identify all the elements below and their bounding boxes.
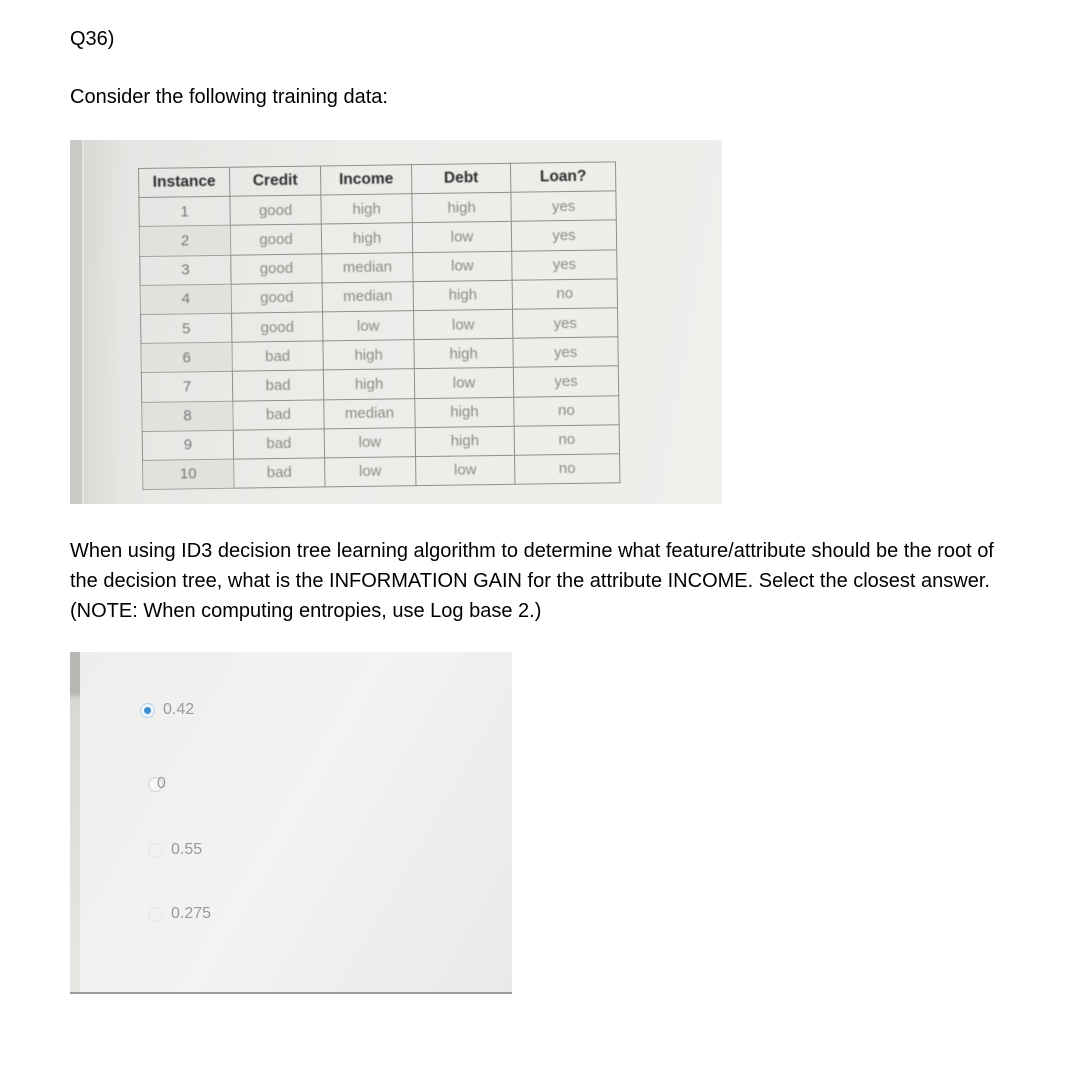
cell-income: high xyxy=(321,223,412,253)
cell-credit: bad xyxy=(232,341,323,371)
cell-loan: no xyxy=(515,454,620,485)
answer-option-label: 0 xyxy=(157,775,166,792)
cell-income: low xyxy=(323,311,414,341)
answer-option-4[interactable] xyxy=(148,905,211,923)
cell-loan: no xyxy=(514,424,619,455)
radio-unselected-icon[interactable] xyxy=(148,843,163,858)
header-credit: Credit xyxy=(229,166,320,196)
answer-options-photo xyxy=(70,652,512,994)
cell-instance: 7 xyxy=(141,372,232,402)
cell-debt: low xyxy=(416,455,515,486)
answer-option-3[interactable] xyxy=(148,841,202,859)
cell-instance: 5 xyxy=(141,313,232,343)
cell-credit: good xyxy=(230,224,321,254)
cell-credit: bad xyxy=(233,429,324,459)
cell-loan: no xyxy=(514,395,619,426)
cell-income: high xyxy=(321,194,412,224)
cell-instance: 9 xyxy=(142,430,233,460)
cell-instance: 10 xyxy=(143,459,234,489)
cell-income: high xyxy=(323,340,414,370)
table-row xyxy=(143,454,620,490)
cell-debt: high xyxy=(414,338,513,369)
cell-credit: bad xyxy=(233,399,324,429)
cell-income: low xyxy=(324,427,415,457)
question-intro: Consider the following training data: xyxy=(70,86,388,108)
cell-debt: high xyxy=(415,426,514,457)
photo-edge-shadow xyxy=(70,652,80,992)
cell-loan: yes xyxy=(511,191,616,222)
cell-debt: low xyxy=(412,222,511,253)
training-data-table xyxy=(138,161,620,490)
answer-option-label: 0.42 xyxy=(163,701,195,718)
cell-income: median xyxy=(322,252,413,282)
cell-instance: 1 xyxy=(139,196,230,226)
table-body xyxy=(139,191,620,490)
cell-instance: 3 xyxy=(140,255,231,285)
cell-credit: bad xyxy=(232,370,323,400)
cell-loan: no xyxy=(512,279,617,310)
cell-credit: good xyxy=(231,254,322,284)
header-income: Income xyxy=(320,165,411,195)
photo-edge-blur xyxy=(84,140,124,504)
header-instance: Instance xyxy=(139,167,230,197)
answer-option-2[interactable] xyxy=(148,775,166,793)
cell-instance: 2 xyxy=(139,226,230,256)
cell-instance: 4 xyxy=(140,284,231,314)
cell-loan: yes xyxy=(513,337,618,368)
cell-income: median xyxy=(324,398,415,428)
cell-debt: high xyxy=(413,280,512,311)
question-number: Q36) xyxy=(70,28,115,50)
cell-debt: high xyxy=(412,192,511,223)
cell-credit: good xyxy=(231,283,322,313)
radio-selected-icon[interactable] xyxy=(140,703,155,718)
answer-option-1[interactable] xyxy=(140,701,194,719)
cell-loan: yes xyxy=(513,308,618,339)
cell-instance: 6 xyxy=(141,342,232,372)
cell-debt: low xyxy=(414,368,513,399)
cell-debt: high xyxy=(415,397,514,428)
answer-option-label: 0.55 xyxy=(171,841,203,858)
training-data-photo xyxy=(70,140,722,504)
answer-option-label: 0.275 xyxy=(171,905,212,922)
question-text: When using ID3 decision tree learning algorithm to determine what feature/attribute should be the root of the decision tree, what is the INFORMATION GAIN for the attribute INCOME. Select the closest answer. (NOTE: When computing entropies, use Log base 2.) xyxy=(70,540,994,622)
cell-income: high xyxy=(323,369,414,399)
cell-credit: good xyxy=(230,195,321,225)
cell-loan: yes xyxy=(511,220,616,251)
header-loan: Loan? xyxy=(510,162,615,193)
cell-debt: low xyxy=(413,251,512,282)
cell-instance: 8 xyxy=(142,401,233,431)
cell-credit: good xyxy=(232,312,323,342)
cell-credit: bad xyxy=(234,458,325,488)
radio-unselected-icon[interactable] xyxy=(148,907,163,922)
cell-debt: low xyxy=(414,309,513,340)
photo-edge-shadow xyxy=(70,140,82,504)
header-debt: Debt xyxy=(411,163,510,194)
cell-income: low xyxy=(325,457,416,487)
cell-loan: yes xyxy=(512,249,617,280)
cell-income: median xyxy=(322,281,413,311)
radio-dot-icon xyxy=(144,707,151,714)
cell-loan: yes xyxy=(513,366,618,397)
